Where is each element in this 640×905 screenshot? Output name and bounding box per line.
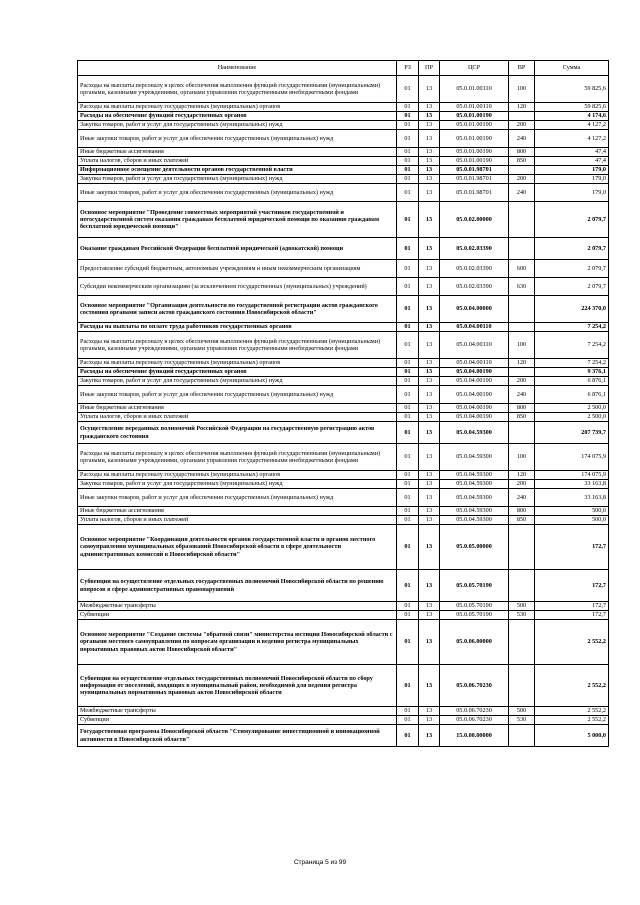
cell-sum: 174 075,9 [535, 471, 609, 480]
document-page [77, 60, 608, 747]
cell-vr [509, 323, 535, 332]
cell-vr [509, 620, 535, 665]
cell-pr: 13 [419, 404, 440, 413]
cell-csr: 05.0.02.03390 [440, 260, 509, 278]
cell-csr: 05.0.05.70190 [440, 602, 509, 611]
cell-csr: 05.0.06.00000 [440, 620, 509, 665]
cell-csr: 05.0.02.03390 [440, 238, 509, 260]
cell-name: Предоставление субсидий бюджетным, автономным учреждениям и иным некоммерческим организациям [78, 260, 397, 278]
cell-name: Иные закупки товаров, работ и услуг для обеспечения государственных (муниципальных) нужд [78, 386, 397, 404]
cell-name: Иные бюджетные ассигнования [78, 507, 397, 516]
cell-vr: 850 [509, 516, 535, 525]
cell-pr: 13 [419, 260, 440, 278]
table-row [78, 130, 609, 148]
cell-vr [509, 238, 535, 260]
cell-name: Расходы на выплаты персоналу государственных (муниципальных) органов [78, 471, 397, 480]
cell-vr: 200 [509, 121, 535, 130]
cell-sum: 7 254,2 [535, 359, 609, 368]
cell-sum: 2 079,7 [535, 260, 609, 278]
table-header-row [78, 61, 609, 76]
cell-name: Осуществление переданных полномочий Российской Федерации на государственную регистрацию актов гражданского состояния [78, 422, 397, 444]
table-row [78, 238, 609, 260]
cell-name: Иные закупки товаров, работ и услуг для обеспечения государственных (муниципальных) нужд [78, 184, 397, 202]
cell-csr: 05.0.01.98701 [440, 184, 509, 202]
cell-pr: 13 [419, 121, 440, 130]
cell-csr: 05.0.01.00190 [440, 130, 509, 148]
cell-vr: 850 [509, 413, 535, 422]
header-name: Наименование [78, 61, 397, 76]
cell-rz: 01 [397, 602, 419, 611]
table-row [78, 103, 609, 112]
cell-name: Уплата налогов, сборов и иных платежей [78, 413, 397, 422]
cell-vr: 100 [509, 444, 535, 471]
cell-pr: 13 [419, 157, 440, 166]
cell-pr: 13 [419, 359, 440, 368]
cell-sum: 4 127,2 [535, 130, 609, 148]
cell-csr: 05.0.04.00190 [440, 368, 509, 377]
cell-name: Субвенции [78, 716, 397, 725]
table-row [78, 323, 609, 332]
cell-sum: 2 500,0 [535, 404, 609, 413]
cell-pr: 13 [419, 76, 440, 103]
cell-name: Межбюджетные трансферты [78, 602, 397, 611]
cell-pr: 13 [419, 202, 440, 238]
cell-rz: 01 [397, 525, 419, 570]
cell-sum: 2 552,2 [535, 665, 609, 707]
cell-rz: 01 [397, 103, 419, 112]
cell-sum: 2 079,7 [535, 238, 609, 260]
cell-sum: 172,7 [535, 570, 609, 602]
table-row [78, 707, 609, 716]
cell-vr: 800 [509, 148, 535, 157]
cell-rz: 01 [397, 112, 419, 121]
cell-csr: 05.0.06.70230 [440, 665, 509, 707]
table-row [78, 166, 609, 175]
cell-name: Закупка товаров, работ и услуг для государственных (муниципальных) нужд [78, 377, 397, 386]
cell-pr: 13 [419, 323, 440, 332]
cell-pr: 13 [419, 471, 440, 480]
cell-sum: 500,0 [535, 516, 609, 525]
budget-table [77, 60, 609, 747]
cell-pr: 13 [419, 112, 440, 121]
cell-rz: 01 [397, 76, 419, 103]
cell-rz: 01 [397, 148, 419, 157]
cell-vr [509, 202, 535, 238]
cell-sum: 2 079,7 [535, 202, 609, 238]
table-row [78, 570, 609, 602]
cell-vr: 800 [509, 507, 535, 516]
cell-name: Расходы на выплаты персоналу в целях обеспечения выполнения функций государственными (муниципальными) органами, казенными учреждениями, органами управления государственными внебюджетными фондами [78, 76, 397, 103]
table-row [78, 76, 609, 103]
cell-rz: 01 [397, 725, 419, 747]
cell-rz: 01 [397, 296, 419, 323]
cell-name: Закупка товаров, работ и услуг для государственных (муниципальных) нужд [78, 121, 397, 130]
table-row [78, 665, 609, 707]
cell-pr: 13 [419, 386, 440, 404]
cell-rz: 01 [397, 422, 419, 444]
cell-sum: 179,0 [535, 184, 609, 202]
cell-pr: 13 [419, 707, 440, 716]
cell-sum: 4 174,6 [535, 112, 609, 121]
cell-name: Субвенции на осуществление отдельных государственных полномочий Новосибирской области по сбору информации от поселений, входящих в муниципальный район, необходимой для ведения регистра муниципальных нормативных правовых актов Новосибирской области [78, 665, 397, 707]
cell-vr: 240 [509, 130, 535, 148]
table-row [78, 260, 609, 278]
cell-name: Иные бюджетные ассигнования [78, 404, 397, 413]
cell-name: Субсидии некоммерческим организациям (за исключением государственных (муниципальных) учреждений) [78, 278, 397, 296]
cell-name: Расходы на обеспечение функций государственных органов [78, 112, 397, 121]
table-row [78, 121, 609, 130]
cell-pr: 13 [419, 184, 440, 202]
cell-name: Расходы на выплаты персоналу государственных (муниципальных) органов [78, 359, 397, 368]
cell-vr: 850 [509, 157, 535, 166]
cell-vr: 240 [509, 489, 535, 507]
cell-sum: 6 876,1 [535, 377, 609, 386]
cell-pr: 13 [419, 665, 440, 707]
cell-sum: 172,7 [535, 525, 609, 570]
cell-name: Расходы на выплаты по оплате труда работников государственных органов [78, 323, 397, 332]
cell-csr: 05.0.04.00110 [440, 359, 509, 368]
table-row [78, 444, 609, 471]
cell-rz: 01 [397, 121, 419, 130]
cell-csr: 05.0.04.59300 [440, 422, 509, 444]
cell-sum: 2 552,2 [535, 716, 609, 725]
cell-csr: 05.0.04.00190 [440, 377, 509, 386]
cell-vr: 530 [509, 716, 535, 725]
cell-csr: 05.0.04.59300 [440, 480, 509, 489]
cell-pr: 13 [419, 296, 440, 323]
cell-sum: 2 552,2 [535, 707, 609, 716]
cell-rz: 01 [397, 323, 419, 332]
table-row [78, 602, 609, 611]
cell-rz: 01 [397, 359, 419, 368]
cell-vr: 200 [509, 175, 535, 184]
table-row [78, 422, 609, 444]
cell-name: Субвенции [78, 611, 397, 620]
cell-pr: 13 [419, 444, 440, 471]
cell-csr: 05.0.01.00190 [440, 112, 509, 121]
cell-pr: 13 [419, 611, 440, 620]
cell-csr: 05.0.04.00110 [440, 332, 509, 359]
table-row [78, 386, 609, 404]
cell-name: Информационное освещение деятельности органов государственной власти [78, 166, 397, 175]
cell-pr: 13 [419, 413, 440, 422]
table-row [78, 716, 609, 725]
cell-vr [509, 112, 535, 121]
cell-pr: 13 [419, 130, 440, 148]
cell-name: Расходы на выплаты персоналу государственных (муниципальных) органов [78, 103, 397, 112]
cell-name: Основное мероприятие "Создание системы "обратной связи" министерства юстиции Новосибирской области с органами местного самоуправления по вопросам организации и ведения регистра муниципальных нормативных правовых актов Новосибирской области" [78, 620, 397, 665]
cell-sum: 174 075,9 [535, 444, 609, 471]
header-pr: ПР [419, 61, 440, 76]
cell-vr: 100 [509, 332, 535, 359]
table-row [78, 368, 609, 377]
cell-sum: 47,4 [535, 157, 609, 166]
cell-rz: 01 [397, 507, 419, 516]
cell-sum: 2 500,0 [535, 413, 609, 422]
cell-pr: 13 [419, 507, 440, 516]
cell-name: Уплата налогов, сборов и иных платежей [78, 516, 397, 525]
cell-sum: 33 163,8 [535, 489, 609, 507]
cell-rz: 01 [397, 332, 419, 359]
table-row [78, 471, 609, 480]
cell-csr: 05.0.04.59300 [440, 507, 509, 516]
table-row [78, 516, 609, 525]
cell-csr: 05.0.05.00000 [440, 525, 509, 570]
cell-vr [509, 725, 535, 747]
cell-name: Закупка товаров, работ и услуг для государственных (муниципальных) нужд [78, 480, 397, 489]
cell-pr: 13 [419, 238, 440, 260]
table-row [78, 611, 609, 620]
cell-pr: 13 [419, 489, 440, 507]
header-rz: РЗ [397, 61, 419, 76]
table-row [78, 157, 609, 166]
cell-rz: 01 [397, 570, 419, 602]
table-row [78, 175, 609, 184]
cell-vr [509, 296, 535, 323]
cell-name: Межбюджетные трансферты [78, 707, 397, 716]
cell-rz: 01 [397, 716, 419, 725]
cell-csr: 05.0.04.59300 [440, 444, 509, 471]
cell-vr: 500 [509, 707, 535, 716]
table-row [78, 377, 609, 386]
cell-csr: 05.0.01.98701 [440, 166, 509, 175]
cell-rz: 01 [397, 202, 419, 238]
cell-csr: 05.0.01.00110 [440, 76, 509, 103]
cell-sum: 2 552,2 [535, 620, 609, 665]
cell-vr: 240 [509, 386, 535, 404]
cell-rz: 01 [397, 386, 419, 404]
cell-rz: 01 [397, 611, 419, 620]
cell-sum: 59 825,6 [535, 76, 609, 103]
table-body [78, 76, 609, 747]
cell-csr: 05.0.06.70230 [440, 707, 509, 716]
cell-vr: 800 [509, 404, 535, 413]
cell-pr: 13 [419, 148, 440, 157]
cell-rz: 01 [397, 707, 419, 716]
cell-rz: 01 [397, 368, 419, 377]
header-sum: Сумма [535, 61, 609, 76]
cell-sum: 5 000,0 [535, 725, 609, 747]
cell-sum: 2 079,7 [535, 278, 609, 296]
cell-sum: 224 370,0 [535, 296, 609, 323]
cell-pr: 13 [419, 278, 440, 296]
cell-rz: 01 [397, 404, 419, 413]
cell-rz: 01 [397, 444, 419, 471]
cell-pr: 13 [419, 620, 440, 665]
cell-sum: 7 254,2 [535, 332, 609, 359]
header-vr: ВР [509, 61, 535, 76]
cell-name: Закупка товаров, работ и услуг для государственных (муниципальных) нужд [78, 175, 397, 184]
cell-sum: 172,7 [535, 611, 609, 620]
cell-sum: 7 254,2 [535, 323, 609, 332]
cell-rz: 01 [397, 175, 419, 184]
cell-pr: 13 [419, 166, 440, 175]
cell-name: Основное мероприятие "Координация деятельности органов государственной власти и органов местного самоуправления муниципальных образований Новосибирской области в сфере деятельности административных комиссий в Новосибирской области" [78, 525, 397, 570]
cell-vr: 100 [509, 76, 535, 103]
cell-pr: 13 [419, 602, 440, 611]
cell-csr: 05.0.04.00190 [440, 413, 509, 422]
cell-rz: 01 [397, 665, 419, 707]
cell-csr: 05.0.05.70190 [440, 611, 509, 620]
table-row [78, 489, 609, 507]
cell-rz: 01 [397, 516, 419, 525]
cell-vr: 120 [509, 471, 535, 480]
cell-sum: 4 127,2 [535, 121, 609, 130]
table-row [78, 404, 609, 413]
cell-csr: 05.0.04.59300 [440, 471, 509, 480]
cell-name: Иные закупки товаров, работ и услуг для обеспечения государственных (муниципальных) нужд [78, 130, 397, 148]
cell-pr: 13 [419, 480, 440, 489]
cell-pr: 13 [419, 377, 440, 386]
cell-rz: 01 [397, 620, 419, 665]
cell-rz: 01 [397, 130, 419, 148]
cell-name: Основное мероприятие "Организация деятельности по государственной регистрации актов гражданского состояния органами записи актов гражданского состояния Новосибирской области" [78, 296, 397, 323]
cell-sum: 207 739,7 [535, 422, 609, 444]
table-row [78, 480, 609, 489]
cell-rz: 01 [397, 184, 419, 202]
cell-name: Уплата налогов, сборов и иных платежей [78, 157, 397, 166]
cell-vr: 600 [509, 260, 535, 278]
table-row [78, 112, 609, 121]
cell-rz: 01 [397, 166, 419, 175]
cell-csr: 05.0.01.98701 [440, 175, 509, 184]
cell-pr: 13 [419, 570, 440, 602]
header-csr: ЦСР [440, 61, 509, 76]
cell-vr: 120 [509, 359, 535, 368]
cell-rz: 01 [397, 157, 419, 166]
cell-name: Расходы на обеспечение функций государственных органов [78, 368, 397, 377]
cell-vr: 500 [509, 602, 535, 611]
cell-pr: 13 [419, 175, 440, 184]
cell-sum: 179,0 [535, 175, 609, 184]
cell-sum: 59 825,6 [535, 103, 609, 112]
cell-rz: 01 [397, 260, 419, 278]
cell-csr: 05.0.05.70190 [440, 570, 509, 602]
cell-csr: 05.0.01.00190 [440, 121, 509, 130]
cell-sum: 172,7 [535, 602, 609, 611]
cell-csr: 05.0.02.03390 [440, 278, 509, 296]
cell-rz: 01 [397, 489, 419, 507]
cell-csr: 05.0.04.00000 [440, 296, 509, 323]
cell-pr: 13 [419, 422, 440, 444]
cell-rz: 01 [397, 238, 419, 260]
table-row [78, 507, 609, 516]
cell-name: Основное мероприятие "Проведение совместных мероприятий участников государственной и негосударственной систем оказания гражданам бесплатной юридической помощи по оказанию гражданам бесплатной юридической помощи" [78, 202, 397, 238]
cell-name: Иные закупки товаров, работ и услуг для обеспечения государственных (муниципальных) нужд [78, 489, 397, 507]
cell-sum: 500,0 [535, 507, 609, 516]
cell-vr: 120 [509, 103, 535, 112]
cell-csr: 05.0.02.00000 [440, 202, 509, 238]
cell-pr: 13 [419, 716, 440, 725]
cell-vr [509, 166, 535, 175]
cell-csr: 05.0.01.00110 [440, 103, 509, 112]
cell-csr: 05.0.01.00190 [440, 157, 509, 166]
table-row [78, 525, 609, 570]
cell-vr: 200 [509, 377, 535, 386]
cell-csr: 15.0.00.00000 [440, 725, 509, 747]
cell-vr [509, 525, 535, 570]
cell-csr: 05.0.04.00110 [440, 323, 509, 332]
table-row [78, 148, 609, 157]
cell-name: Расходы на выплаты персоналу в целях обеспечения выполнения функций государственными (муниципальными) органами, казенными учреждениями, органами управления государственными внебюджетными фондами [78, 444, 397, 471]
cell-sum: 9 376,1 [535, 368, 609, 377]
cell-csr: 05.0.04.00190 [440, 404, 509, 413]
cell-name: Расходы на выплаты персоналу в целях обеспечения выполнения функций государственными (муниципальными) органами, казенными учреждениями, органами управления государственными внебюджетными фондами [78, 332, 397, 359]
cell-name: Иные бюджетные ассигнования [78, 148, 397, 157]
cell-name: Оказание гражданам Российской Федерации бесплатной юридической (адвокатской) помощи [78, 238, 397, 260]
table-row [78, 184, 609, 202]
cell-csr: 05.0.06.70230 [440, 716, 509, 725]
cell-name: Субвенции на осуществление отдельных государственных полномочий Новосибирской области по решению вопросов в сфере административных правонарушений [78, 570, 397, 602]
table-row [78, 202, 609, 238]
cell-pr: 13 [419, 368, 440, 377]
cell-rz: 01 [397, 278, 419, 296]
cell-pr: 13 [419, 103, 440, 112]
cell-rz: 01 [397, 471, 419, 480]
cell-sum: 6 876,1 [535, 386, 609, 404]
cell-vr: 200 [509, 480, 535, 489]
cell-sum: 33 163,8 [535, 480, 609, 489]
cell-pr: 13 [419, 332, 440, 359]
cell-rz: 01 [397, 480, 419, 489]
cell-vr: 530 [509, 611, 535, 620]
cell-pr: 13 [419, 525, 440, 570]
cell-vr: 630 [509, 278, 535, 296]
cell-vr [509, 570, 535, 602]
cell-csr: 05.0.04.59300 [440, 489, 509, 507]
page-number: Страница 5 из 99 [293, 859, 347, 866]
table-row [78, 332, 609, 359]
cell-name: Государственная программа Новосибирской области "Стимулирование инвестиционной и инновационной активности в Новосибирской области" [78, 725, 397, 747]
cell-csr: 05.0.04.59300 [440, 516, 509, 525]
cell-rz: 01 [397, 377, 419, 386]
cell-csr: 05.0.04.00190 [440, 386, 509, 404]
cell-vr [509, 368, 535, 377]
table-row [78, 278, 609, 296]
cell-sum: 47,4 [535, 148, 609, 157]
cell-pr: 13 [419, 725, 440, 747]
cell-pr: 13 [419, 516, 440, 525]
table-row [78, 359, 609, 368]
table-row [78, 725, 609, 747]
cell-rz: 01 [397, 413, 419, 422]
table-row [78, 620, 609, 665]
cell-vr [509, 422, 535, 444]
cell-csr: 05.0.01.00190 [440, 148, 509, 157]
cell-sum: 179,0 [535, 166, 609, 175]
table-row [78, 296, 609, 323]
table-row [78, 413, 609, 422]
cell-vr: 240 [509, 184, 535, 202]
cell-vr [509, 665, 535, 707]
